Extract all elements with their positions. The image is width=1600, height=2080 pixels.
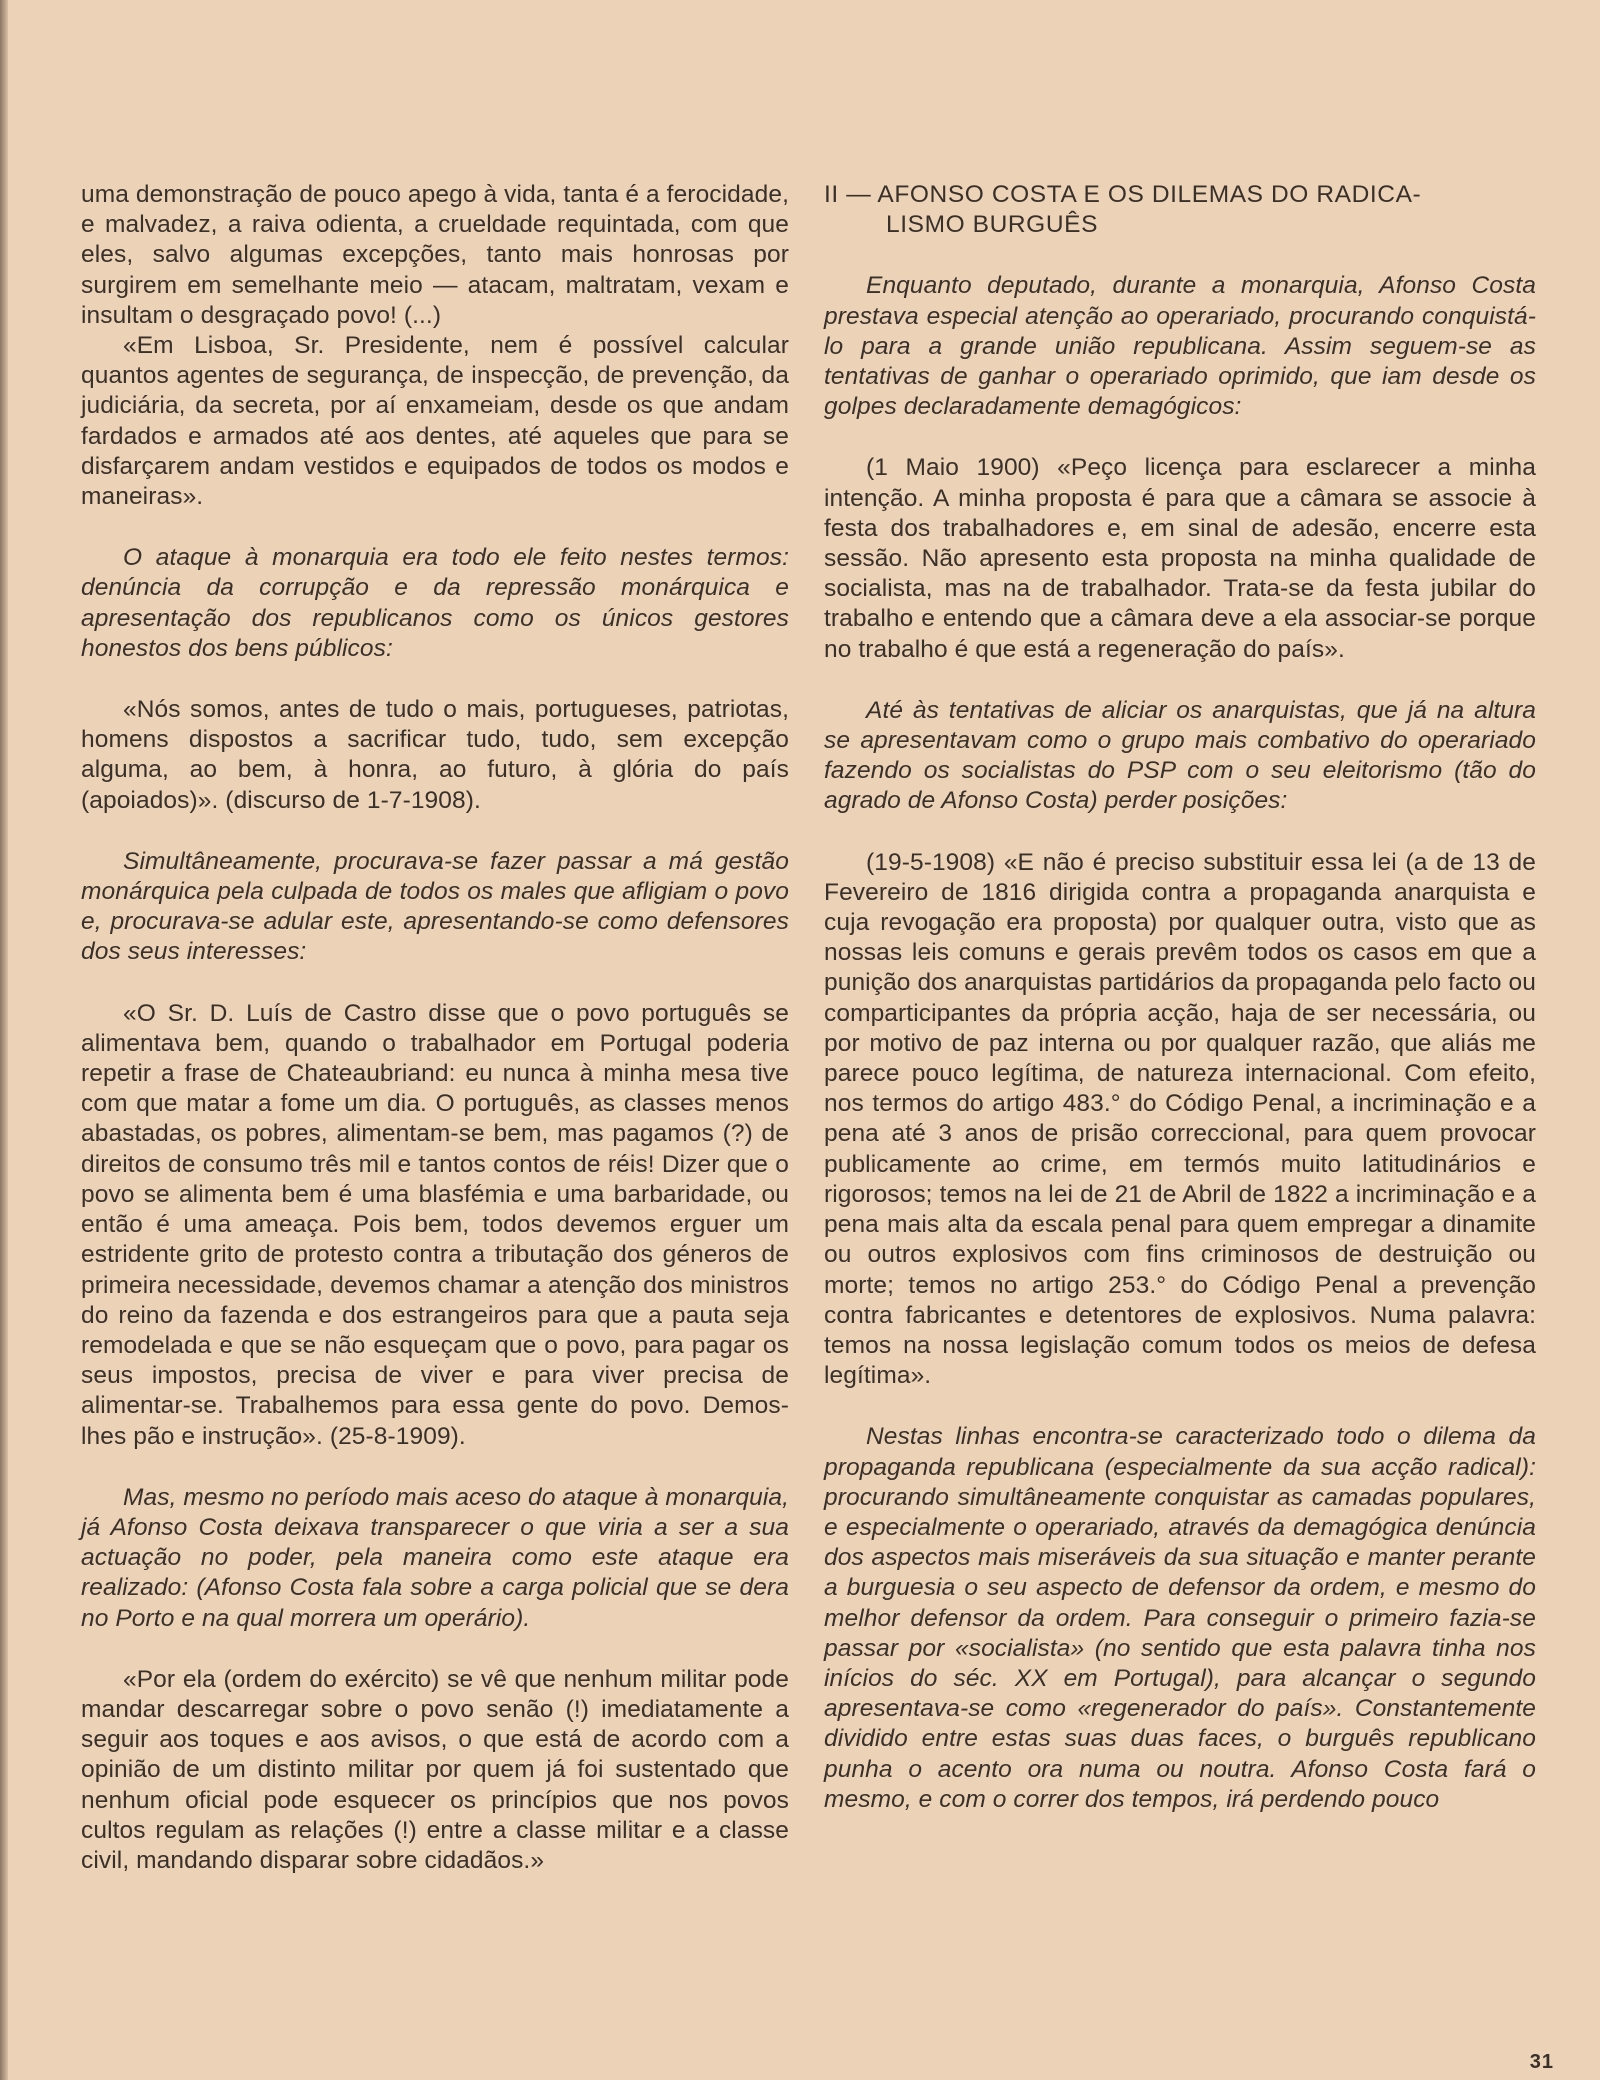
left-column	[81, 180, 789, 1876]
left-paragraph-6: «O Sr. D. Luís de Castro disse que o povo português se alimentava bem, quando o trabalhador em Portugal poderia repetir a frase de Chateaubriand: eu nunca à minha mesa tive com que matar a fome um dia. O português, as classes menos abastadas, os pobres, alimentam-se bem, mas pagamos (?) de direitos de consumo três mil e tantos contos de réis! Dizer que o povo se alimenta bem é uma blasfémia e uma barbaridade, ou então é uma ameaça. Pois bem, todos devemos erguer um estridente grito de protesto contra a tributação dos géneros de primeira necessidade, devemos chamar a atenção dos ministros do reino da fazenda e dos estrangeiros para que a pauta seja remodelada e que se não esqueçam que o povo, para pagar os seus impostos, precisa de viver e para viver precisa de alimentar-se. Trabalhemos para essa gente do povo. Demos-lhes pão e instrução». (25-8-1909).	[81, 999, 789, 1450]
left-paragraph-7: Mas, mesmo no período mais aceso do ataque à monarquia, já Afonso Costa deixava transparecer o que viria a ser a sua actuação no poder, pela maneira como este ataque era realizado: (Afonso Costa fala sobre a carga policial que se dera no Porto e na qual morrera um operário).	[81, 1483, 790, 1632]
section-heading-line-1: II — AFONSO COSTA E OS DILEMAS DO RADICA-	[824, 181, 1422, 208]
left-paragraph-2: «Em Lisboa, Sr. Presidente, nem é possível calcular quantos agentes de segurança, de inspecção, de prevenção, da judiciária, da secreta, por aí enxameiam, desde os que andam fardados e armados até aos dentes, até aqueles que para se disfarçarem andam vestidos e equipados de todos os modos e maneiras».	[81, 332, 789, 511]
right-paragraph-4: (19-5-1908) «E não é preciso substituir essa lei (a de 13 de Fevereiro de 1816 dirigida contra a propaganda anarquista e cuja revogação era proposta) por qualquer outra, visto que as nossas leis comuns e gerais prevêm todos os casos em que a punição dos anarquistas partidários da propaganda pelo facto ou comparticipantes da própria acção, haja de ser necessária, ou por motivo de paz interna ou por qualquer razão, que aliás me parece pouco legítima, de natureza internacional. Com efeito, nos termos do artigo 483.° do Código Penal, a incriminação e a pena até 3 anos de prisão correccional, para quem provocar publicamente ao crime, em termós muito latitudinários e rigorosos; temos na lei de 21 de Abril de 1822 a incriminação e a pena mais alta da escala penal para quem empregar a dinamite ou outros explosivos com fins criminosos de destruição ou morte; temos no artigo 253.° do Código Penal a prevenção contra fabricantes e detentores de explosivos. Numa palavra: temos na nossa legislação comum todos os meios de defesa legítima».	[824, 848, 1536, 1390]
section-heading-line-2: LISMO BURGUÊS	[886, 211, 1099, 239]
left-paragraph-3: O ataque à monarquia era todo ele feito nestes termos: denúncia da corrupção e da repressão monárquica e apresentação dos republicanos como os únicos gestores honestos dos bens públicos:	[81, 544, 789, 662]
right-paragraph-3: Até às tentativas de aliciar os anarquistas, que já na altura se apresentavam como o grupo mais combativo do operariado fazendo os socialistas do PSP com o seu eleitorismo (tão do agrado de Afonso Costa) perder posições:	[824, 696, 1536, 815]
right-paragraph-5: Nestas linhas encontra-se caracterizado todo o dilema da propaganda republicana (especialmente da sua acção radical): procurando simultâneamente conquistar as camadas populares, e especialmente o operariado, através da demagógica denúncia dos aspectos mais miseráveis da sua situação e manter perante a burguesia o seu aspecto de defensor da ordem, e mesmo do melhor defensor da ordem. Para conseguir o primeiro fazia-se passar por «socialista» (no sentido que esta palavra tinha nos inícios do séc. XX em Portugal), para alcançar o segundo apresentava-se como «regenerador do país». Constantemente dividido entre estas suas duas faces, o burguês republicano punha o acento ora numa ou noutra. Afonso Costa fará o mesmo, e com o correr dos tempos, irá perdendo pouco	[824, 1423, 1536, 1813]
right-column	[824, 180, 1536, 1815]
left-paragraph-8: «Por ela (ordem do exército) se vê que nenhum militar pode mandar descarregar sobre o povo senão (!) imediatamente a seguir aos toques e aos avisos, o que está de acordo com a opinião de um distinto militar por quem já foi sustentado que nenhum oficial pode esquecer os princípios que nos povos cultos regulam as relações (!) entre a classe militar e a classe civil, mandando disparar sobre cidadãos.»	[81, 1665, 789, 1874]
page-number: 31	[1529, 2051, 1554, 2073]
section-heading	[824, 180, 1536, 240]
page-binding-edge	[0, 0, 8, 2080]
left-paragraph-4: «Nós somos, antes de tudo o mais, portugueses, patriotas, homens dispostos a sacrificar tudo, tudo, sem excepção alguma, ao bem, à honra, ao futuro, à glória do país (apoiados)». (discurso de 1-7-1908).	[81, 696, 789, 814]
left-paragraph-5: Simultâneamente, procurava-se fazer passar a má gestão monárquica pela culpada de todos os males que afligiam o povo e, procurava-se adular este, apresentando-se como defensores dos seus interesses:	[81, 847, 789, 966]
right-paragraph-2: (1 Maio 1900) «Peço licença para esclarecer a minha intenção. A minha proposta é para que a câmara se associe à festa dos trabalhadores e, em sinal de adesão, encerre esta sessão. Não apresento esta proposta na minha qualidade de socialista, mas na de trabalhador. Trata-se da festa jubilar do trabalho e entendo que a câmara deve a ela associar-se porque no trabalho é que está a regeneração do país».	[824, 454, 1536, 663]
left-paragraph-1: uma demonstração de pouco apego à vida, tanta é a ferocidade, e malvadez, a raiva odienta, a crueldade requintada, com que eles, salvo algumas excepções, tanto mais honrosas por surgirem em semelhante meio — atacam, maltratam, vexam e insultam o desgraçado povo! (...)	[81, 181, 789, 329]
right-paragraph-1: Enquanto deputado, durante a monarquia, Afonso Costa prestava especial atenção ao operariado, procurando conquistá-lo para a grande união republicana. Assim seguem-se as tentativas de ganhar o operariado oprimido, que iam desde os golpes declaradamente demagógicos:	[824, 272, 1536, 421]
